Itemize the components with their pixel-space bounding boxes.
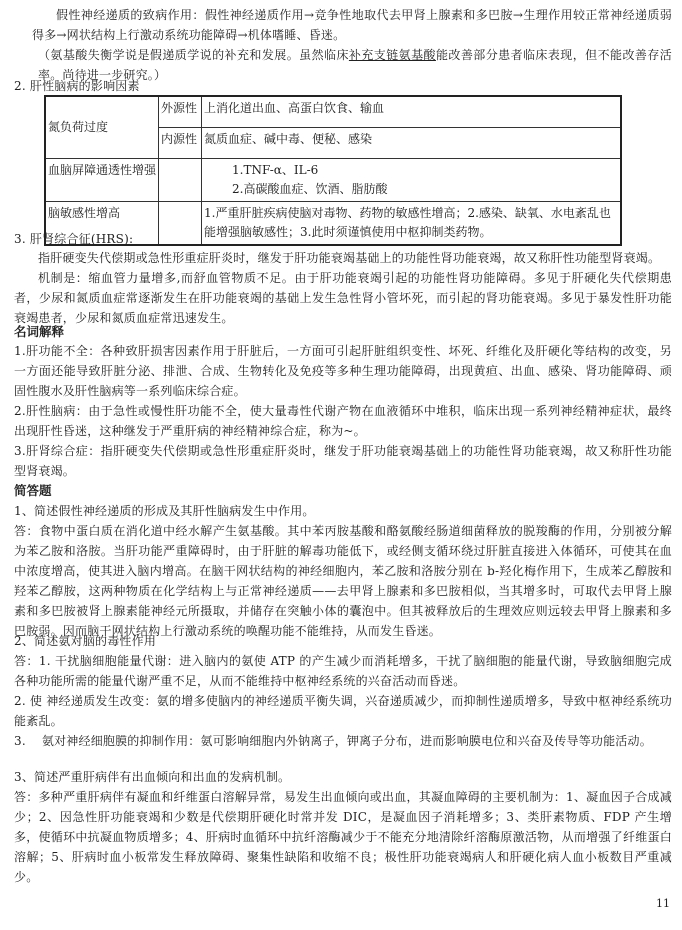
answer-1: 答：食物中蛋白质在消化道中经水解产生氨基酸。其中苯丙胺基酸和酪氨酸经肠道细菌释放的脱羧酶的作用，分别被分解为苯乙胺和洛胺。当肝功能严重障碍时，由于肝脏的解毒功能低下，或经侧支循环绕过肝脏直接进入体循环，可使其在血中浓度增高，使其进入脑内增高。在脑干网状结构的神经细胞内，苯乙胺和洛胺分别在 b-羟化梅作用下，生成苯乙醇胺和羟苯乙醇胺，这两种物质在化学结构上与正常神经递质——去甲肾上腺素和多巴胺相似，当其增多时，可取代去甲肾上腺素和多巴胺被肾上腺素能神经元所摄取，并储存在突触小体的囊泡中。但其被释放后的生理效应则远较去甲肾上腺素和多巴胺弱。因而脑干网状结构上行激动系统的唤醒功能不能维持，从而发生昏迷。 [14,524,672,638]
hrs-mechanism: 机制是：缩血管力量增多,而舒血管物质不足。由于肝功能衰竭引起的功能性肾功能障碍。多见于肝硬化失代偿期患者，少尿和氮质血症常逐渐发生在肝功能衰竭的基础上发生急性肾小管坏死，而引起的肾功能衰竭。多见于暴发性肝功能衰竭患者，少尿和氮质血症常迅速发生。 [14,271,672,325]
exogenous-text: 上消化道出血、高蛋白饮食、输血 [202,96,622,128]
question-2: 2、简述氨对脑的毒性作用 [14,634,157,648]
question-1: 1、简述假性神经递质的形成及其肝性脑病发生中作用。 [14,504,315,518]
bbb-line-2: 2.高碳酸血症、饮酒、脂肪酸 [232,182,388,196]
factors-table [44,95,622,246]
underlined-term: 补充支链氨基酸 [348,48,436,62]
section-3-title: 3. 肝肾综合征(HRS): [14,232,134,246]
answer-2-point-3: 3. 氨对神经细胞膜的抑制作用：氨可影响细胞内外钠离子，钾离子分布，进而影响膜电位和兴奋及传导等功能活动。 [14,734,652,748]
bbb-line-1: 1.TNF-α、IL-6 [232,163,319,177]
answer-2-point-2: 2. 使 神经递质发生改变：氨的增多使脑内的神经递质平衡失调，兴奋递质减少，而抑制性递质增多，导致中枢神经系统功能紊乱。 [14,694,672,728]
question-3: 3、简述严重肝病伴有出血倾向和出血的发病机制。 [14,770,291,784]
false-neurotransmitter-paragraph: 假性神经递质的致病作用：假性神经递质作用→竞争性地取代去甲肾上腺素和多巴胺→生理作用较正常神经递质弱得多→网状结构上行激动系统功能障碍→机体嗜睡、昏迷。 [32,8,672,42]
para-text: 能改善部分患者临床表现，但不能改善存活率。尚待进一步研究。） [38,48,672,82]
hrs-definition: 指肝硬变失代偿期或急性形重症肝炎时，继发于肝功能衰竭基础上的功能性肾功能衰竭，故又称肝性功能型肾衰竭。 [38,251,661,265]
terms-heading: 名词解释 [14,324,65,339]
sensitivity-label: 脑敏感性增高 [45,202,159,246]
sensitivity-text: 1.严重肝脏疾病使脑对毒物、药物的敏感性增高；2.感染、缺氧、水电紊乱也能增强脑敏感性；3.此时须谨慎使用中枢抑制类药物。 [202,202,622,246]
para-text: （氨基酸失衡学说是假递质学说的补充和发展。虽然临床 [38,48,349,62]
answer-3: 答：多种严重肝病伴有凝血和纤维蛋白溶解异常，易发生出血倾向或出血，其凝血障碍的主要机制为：1、凝血因子合成减少；2、因急性肝功能衰竭和少数是代偿期肝硬化时常并发 DIC，是凝血因子消耗增多；3、类肝素物质、FDP 产生增多，使循环中抗凝血物质增多；4、肝病时血循环中抗纤溶酶减少于不能充分地清除纤溶酶原激活物，从而增强了纤维蛋白溶解；5、肝病时血小板常发生释放障碍、聚集性缺陷和收缩不良；极性肝功能衰竭病人和肝硬化病人血小板数目严重减少。 [14,790,672,884]
short-answer-heading: 简答题 [14,483,52,498]
endogenous-text: 氮质血症、碱中毒、便秘、感染 [202,128,622,159]
empty-cell [159,159,202,202]
table-row [45,159,621,202]
exogenous-label: 外源性 [159,96,202,128]
table-row [45,96,621,128]
bbb-causes [202,159,622,202]
section-2-title: 2. 肝性脑病的影响因素 [14,79,140,93]
bbb-label: 血脑屏障通透性增强 [45,159,159,202]
nitrogen-load-cell: 氮负荷过度 [45,96,159,159]
term-item: 2.肝性脑病：由于急性或慢性肝功能不全，使大量毒性代谢产物在血液循环中堆积，临床出现一系列神经精神症状，最终出现肝性昏迷，这种继发于严重肝病的神经精神综合症，称为~。 [14,404,672,438]
endogenous-label: 内源性 [159,128,202,159]
term-item: 3.肝肾综合症：指肝硬变失代偿期或急性形重症肝炎时，继发于肝功能衰竭基础上的功能性肾功能衰竭，故又称肝性功能型肾衰竭。 [14,444,672,478]
page-number: 11 [656,897,670,910]
answer-2-point-1: 答：1. 干扰脑细胞能量代谢：进入脑内的氨使 ATP 的产生减少而消耗增多，干扰了脑细胞的能量代谢，导致脑细胞完成各种功能所需的能量代谢严重不足，从而不能维持中枢神经系统的兴奋活动而昏迷。 [14,654,672,688]
term-item: 1.肝功能不全：各种致肝损害因素作用于肝脏后，一方面可引起肝脏组织变性、坏死、纤维化及肝硬化等结构的改变，另一方面还能导致肝脏分泌、排泄、合成、生物转化及免疫等多种生理功能障碍，出现黄疸、出血、感染、肾功能障碍、顽固性腹水及肝性脑病等一系列临床综合症。 [14,344,672,398]
